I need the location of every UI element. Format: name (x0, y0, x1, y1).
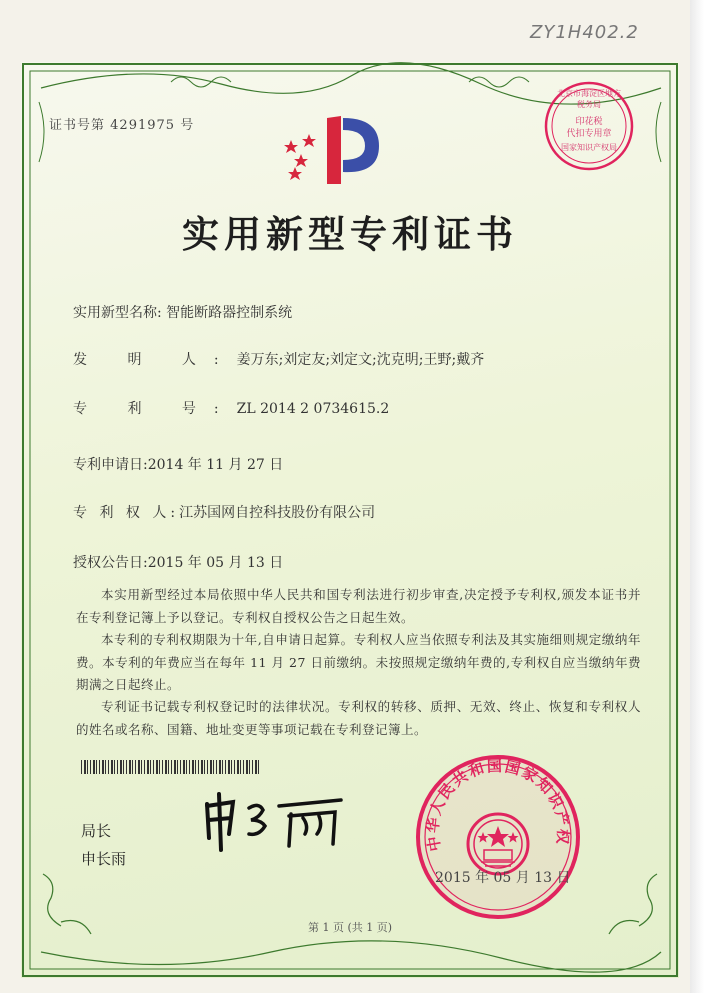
statement-paragraph-1: 本实用新型经过本局依照中华人民共和国专利法进行初步审查,决定授予专利权,颁发本证书并在专利登记簿上予以登记。专利权自授权公告之日起生效。 (76, 587, 641, 625)
svg-text:中华人民共和国国家知识产权局: 中华人民共和国国家知识产权 (423, 756, 573, 853)
official-seal (413, 752, 583, 926)
grant-announcement-date: 授权公告日:2015 年 05 月 13 日 (73, 555, 284, 571)
barcode (81, 760, 261, 774)
director-signature (199, 786, 349, 856)
filing-date: 专利申请日:2014 年 11 月 27 日 (73, 457, 284, 473)
stamp-line-1: 北京市海淀区地方税务局 (557, 89, 621, 109)
patentee: 专 利 权 人:江苏国网自控科技股份有限公司 (73, 505, 376, 521)
statement-paragraph-2: 本专利的专利权期限为十年,自申请日起算。专利权人应当依照专利法及其实施细则规定缴纳年费。本专利的年费应当在每年 11 月 27 日前缴纳。未按照规定缴纳年费的,专利权自应当缴纳年费期满之日起终止。 (76, 632, 641, 692)
inventors: 发 明 人:姜万东;刘定友;刘定文;沈克明;王野;戴齐 (73, 352, 485, 368)
patent-certificate (21, 62, 679, 978)
stamp-line-4: 国家知识产权局 (561, 143, 617, 152)
utility-model-name: 实用新型名称: 智能断路器控制系统 (73, 305, 293, 321)
certificate-number: 证书号第 4291975 号 (49, 118, 195, 133)
director-title: 局长 (81, 822, 112, 840)
stamp-line-2: 印花税 (575, 117, 603, 127)
issue-date: 2015 年 05 月 13 日 (435, 870, 571, 886)
statement-paragraph-3: 专利证书记载专利权登记时的法律状况。专利权的转移、质押、无效、终止、恢复和专利权人的姓名或名称、国籍、地址变更等事项记载在专利登记簿上。 (76, 699, 641, 737)
patent-number: 专 利 号:ZL 2014 2 0734615.2 (73, 401, 390, 417)
handwritten-reference: ZY1H402.2 (530, 22, 639, 43)
patent-office-emblem (279, 112, 389, 192)
page-footer: 第 1 页 (共 1 页) (307, 921, 393, 934)
director-name: 申长雨 (81, 850, 127, 868)
scan-edge (690, 0, 704, 993)
certificate-title: 实用新型专利证书 (182, 212, 518, 256)
tax-stamp (543, 80, 635, 176)
stamp-line-3: 代扣专用章 (566, 129, 612, 139)
